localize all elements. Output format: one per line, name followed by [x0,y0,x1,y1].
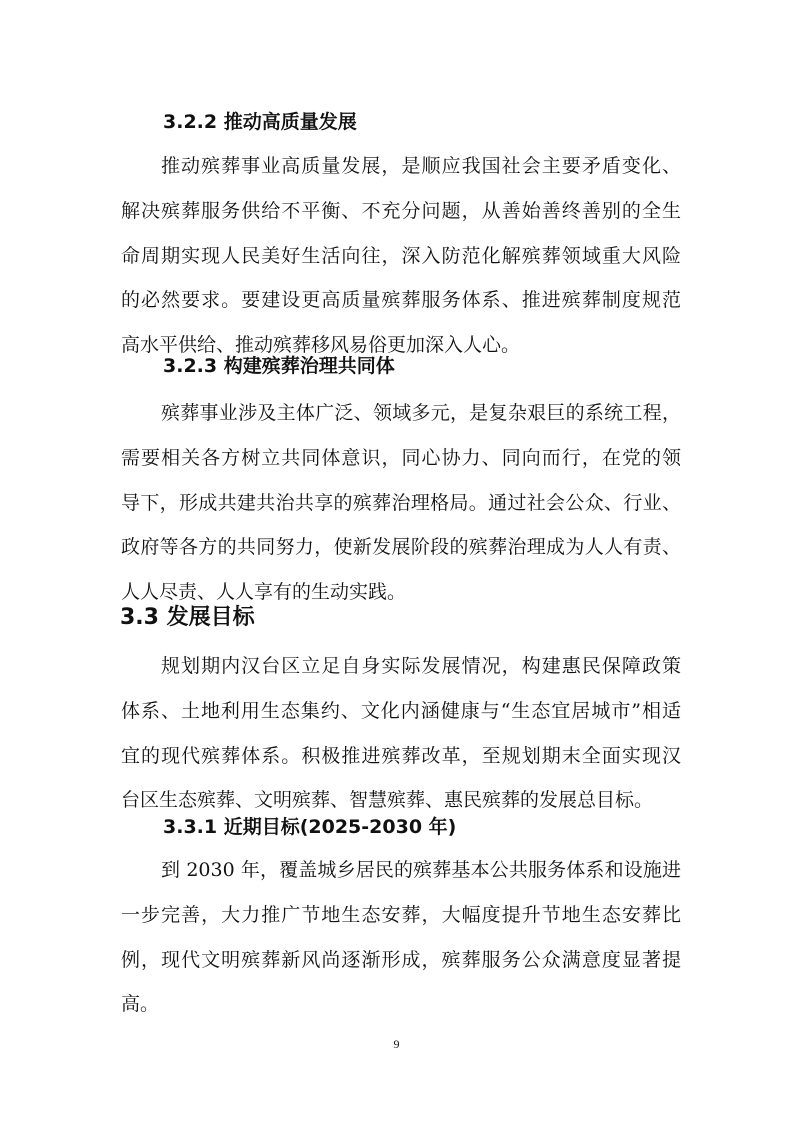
text-line: 宜的现代殡葬体系。积极推进殡葬改革，至规划期末全面实现汉 [121,744,681,767]
paragraph-3-2-3 [121,391,681,615]
text-line: 规划期内汉台区立足自身实际发展情况，构建惠民保障政策 [161,655,681,677]
heading-3-2-3: 3.2.3 构建殡葬治理共同体 [163,355,395,377]
text-line: 例，现代文明殡葬新风尚逐渐形成，殡葬服务公众满意度显著提 [121,948,681,971]
page-number: 9 [393,1037,400,1051]
paragraph-3-3-1 [121,848,681,1027]
paragraph-3-3 [121,644,681,823]
text-line: 推动殡葬事业高质量发展，是顺应我国社会主要矛盾变化、 [161,155,681,177]
text-line: 人人尽责、人人享有的生动实践。 [121,581,407,604]
text-line: 的必然要求。要建设更高质量殡葬服务体系、推进殡葬制度规范 [121,289,681,312]
text-line: 导下，形成共建共治共享的殡葬治理格局。通过社会公众、行业、 [121,491,681,514]
text-line: 一步完善，大力推广节地生态安葬，大幅度提升节地生态安葬比 [121,903,681,926]
text-line: 需要相关各方树立共同体意识，同心协力、同向而行，在党的领 [121,446,681,469]
text-line: 高。 [121,993,160,1016]
heading-3-3: 3.3 发展目标 [120,605,255,630]
text-line: 到 2030 年，覆盖城乡居民的殡葬基本公共服务体系和设施进 [161,859,681,881]
text-line: 台区生态殡葬、文明殡葬、智慧殡葬、惠民殡葬的发展总目标。 [121,789,654,812]
text-line: 命周期实现人民美好生活向往，深入防范化解殡葬领域重大风险 [121,244,681,267]
text-line: 高水平供给、推动殡葬移风易俗更加深入人心。 [121,334,521,357]
text-line: 政府等各方的共同努力，使新发展阶段的殡葬治理成为人人有责、 [121,536,681,559]
heading-3-2-2: 3.2.2 推动高质量发展 [163,111,357,133]
text-line: 解决殡葬服务供给不平衡、不充分问题，从善始善终善别的全生 [121,199,681,222]
heading-3-3-1: 3.3.1 近期目标(2025-2030 年) [163,816,457,838]
text-line: 殡葬事业涉及主体广泛、领域多元，是复杂艰巨的系统工程， [161,402,681,424]
text-line: 体系、土地利用生态集约、文化内涵健康与“生态宜居城市”相适 [121,699,681,722]
paragraph-3-2-2 [121,144,681,368]
